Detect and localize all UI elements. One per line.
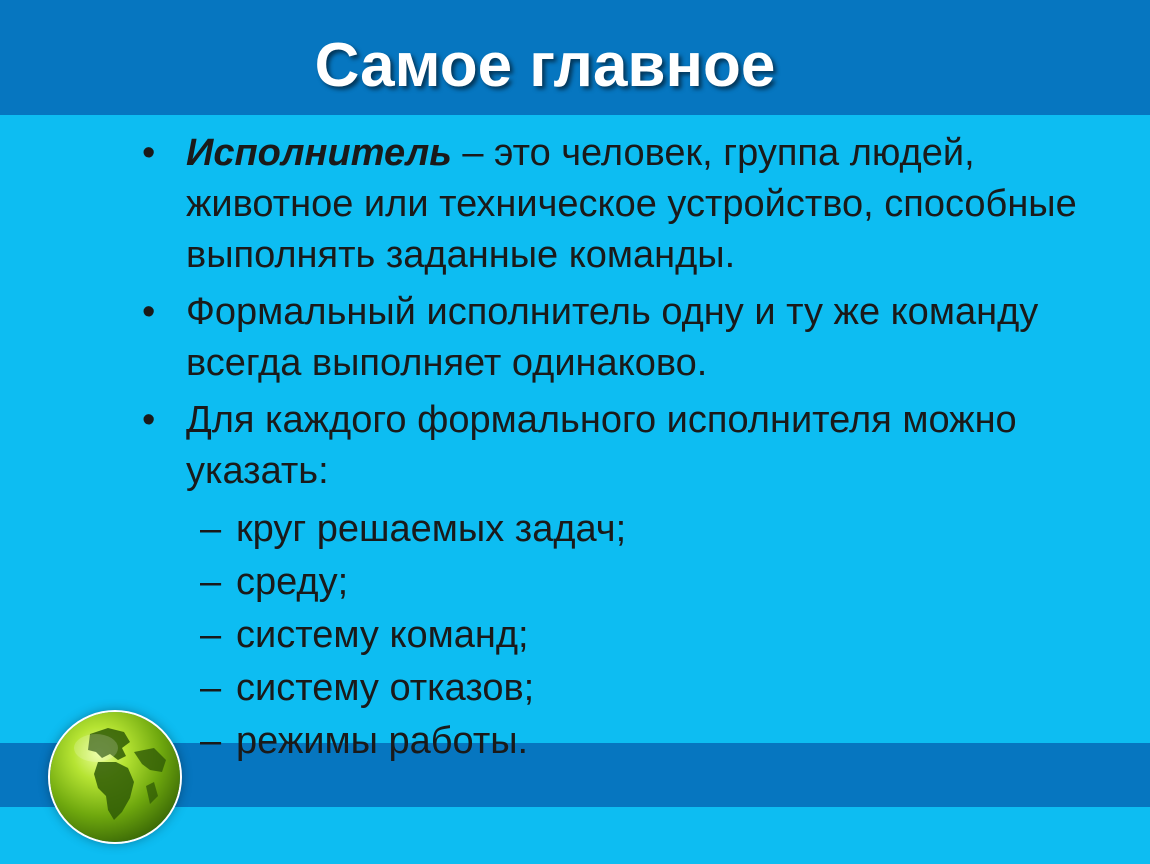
dash-marker: – xyxy=(200,720,222,762)
bullet-text: Для каждого формального исполнителя можно указать: xyxy=(186,399,1017,492)
slide-content xyxy=(140,128,1080,768)
globe-icon xyxy=(50,712,180,842)
sub-item-text: круг решаемых задач; xyxy=(236,508,627,550)
bullet-item xyxy=(140,287,1080,389)
sub-item-text: режимы работы. xyxy=(236,720,529,762)
bullet-marker: • xyxy=(142,291,156,333)
sub-item xyxy=(140,662,1080,715)
dash-marker: – xyxy=(200,667,222,709)
sub-item-text: среду; xyxy=(236,561,349,603)
sub-item-text: систему команд; xyxy=(236,614,529,656)
dash-marker: – xyxy=(200,508,222,550)
dash-marker: – xyxy=(200,614,222,656)
slide-title: Самое главное xyxy=(314,31,776,100)
sub-item-text: систему отказов; xyxy=(236,667,535,709)
globe-continents xyxy=(50,712,180,842)
bullet-item xyxy=(140,395,1080,497)
sub-item xyxy=(140,609,1080,662)
sub-item xyxy=(140,503,1080,556)
bullet-text: Формальный исполнитель одну и ту же команду всегда выполняет одинаково. xyxy=(186,291,1039,384)
sub-item xyxy=(140,715,1080,768)
dash-marker: – xyxy=(200,561,222,603)
sub-item xyxy=(140,556,1080,609)
bullet-marker: • xyxy=(142,132,156,174)
bullet-text: – это человек, группа людей, животное или техническое устройство, способные выполнять заданные команды. xyxy=(186,132,1077,276)
bullet-item xyxy=(140,128,1080,281)
bullet-term: Исполнитель xyxy=(186,132,452,174)
bullet-marker: • xyxy=(142,399,156,441)
